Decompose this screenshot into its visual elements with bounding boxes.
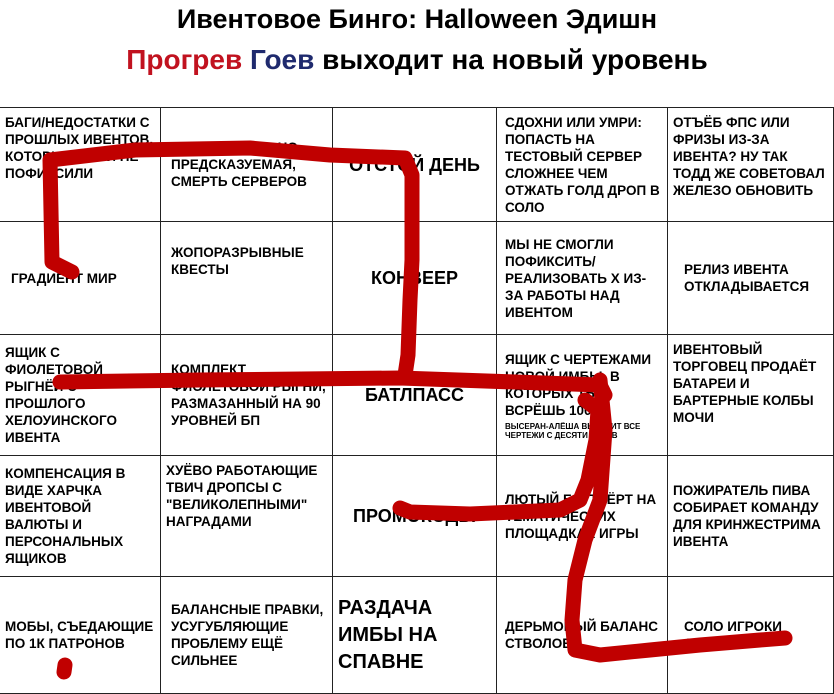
bingo-cell[interactable]: ОТСТОЙ ДЕНЬ: [333, 108, 497, 222]
bingo-cell[interactable]: РАЗДАЧА ИМБЫ НА СПАВНЕ: [333, 577, 497, 694]
bingo-cell[interactable]: ЖОПОРАЗРЫВНЫЕ КВЕСТЫ: [161, 222, 333, 335]
bingo-cell[interactable]: ЛЮТЫЙ БАТТХЁРТ НА ТЕМАТИЧЕСКИХ ПЛОЩАДКАХ ИГРЫ: [497, 456, 668, 577]
page-subtitle: [0, 44, 834, 76]
bingo-board: [0, 107, 834, 694]
cell-text: ЯЩИК С ЧЕРТЕЖАМИ НОВОЙ ИМБЫ, В КОТОРЫХ ТЫ ВСРЁШЬ 100К: [505, 351, 652, 418]
bingo-cell[interactable]: МЫ НЕ СМОГЛИ ПОФИКСИТЬ/РЕАЛИЗОВАТЬ Х ИЗ-ЗА РАБОТЫ НАД ИВЕНТОМ: [497, 222, 668, 335]
bingo-cell[interactable]: ИВЕНТОВЫЙ ТОРГОВЕЦ ПРОДАЁТ БАТАРЕИ И БАРТЕРНЫЕ КОЛБЫ МОЧИ: [668, 335, 834, 456]
bingo-cell[interactable]: ТРАГИЧЕСКАЯ, НО ПРЕДСКАЗУЕМАЯ, СМЕРТЬ СЕРВЕРОВ: [161, 108, 333, 222]
bingo-cell[interactable]: БАТЛПАСС: [333, 335, 497, 456]
bingo-cell[interactable]: БАГИ/НЕДОСТАТКИ С ПРОШЛЫХ ИВЕНТОВ, КОТОРЫЕ ТАК И НЕ ПОФИКСИЛИ: [0, 108, 161, 222]
bingo-cell[interactable]: КОМПЛЕКТ ФИОЛЕТОВОЙ РЫГНИ, РАЗМАЗАННЫЙ НА 90 УРОВНЕЙ БП: [161, 335, 333, 456]
bingo-cell[interactable]: СДОХНИ ИЛИ УМРИ: ПОПАСТЬ НА ТЕСТОВЫЙ СЕРВЕР СЛОЖНЕЕ ЧЕМ ОТЖАТЬ ГОЛД ДРОП В СОЛО: [497, 108, 668, 222]
subtitle-word-red: Прогрев: [126, 44, 243, 75]
subtitle-rest: выходит на новый уровень: [322, 44, 708, 75]
subtitle-word-blue: Гоев: [249, 44, 315, 75]
bingo-cell[interactable]: [497, 335, 668, 456]
bingo-cell[interactable]: СОЛО ИГРОКИ СОСНУТ: [668, 577, 834, 694]
bingo-cell[interactable]: КОНВЕЕР: [333, 222, 497, 335]
bingo-cell[interactable]: ПРОМОКОДЫ: [333, 456, 497, 577]
bingo-cell[interactable]: МОБЫ, СЪЕДАЮЩИЕ ПО 1К ПАТРОНОВ: [0, 577, 161, 694]
bingo-cell[interactable]: ЯЩИК С ФИОЛЕТОВОЙ РЫГНЁЙ С ПРОШЛОГО ХЕЛОУИНСКОГО ИВЕНТА: [0, 335, 161, 456]
bingo-cell[interactable]: ОТЪЁБ ФПС ИЛИ ФРИЗЫ ИЗ-ЗА ИВЕНТА? НУ ТАК ТОДД ЖЕ СОВЕТОВАЛ ЖЕЛЕЗО ОБНОВИТЬ: [668, 108, 834, 222]
bingo-cell[interactable]: ДЕРЬМОВЫЙ БАЛАНС СТВОЛОВ: [497, 577, 668, 694]
bingo-cell[interactable]: РЕЛИЗ ИВЕНТА ОТКЛАДЫВАЕТСЯ: [668, 222, 834, 335]
bingo-cell[interactable]: ХУЁВО РАБОТАЮЩИЕ ТВИЧ ДРОПСЫ С "ВЕЛИКОЛЕПНЫМИ" НАГРАДАМИ: [161, 456, 333, 577]
bingo-cell[interactable]: БАЛАНСНЫЕ ПРАВКИ, УСУГУБЛЯЮЩИЕ ПРОБЛЕМУ ЕЩЁ СИЛЬНЕЕ: [161, 577, 333, 694]
bingo-cell[interactable]: КОМПЕНСАЦИЯ В ВИДЕ ХАРЧКА ИВЕНТОВОЙ ВАЛЮТЫ И ПЕРСОНАЛЬНЫХ ЯЩИКОВ: [0, 456, 161, 577]
cell-footnote: ВЫСЕРАН-АЛЁША ВЫКУПИТ ВСЕ ЧЕРТЕЖИ С ДЕСЯТИ АККОВ: [505, 421, 641, 440]
page-title: Ивентовое Бинго: Halloween Эдишн: [176, 4, 658, 34]
bingo-cell[interactable]: ГРАДИЕНТ МИР: [0, 222, 161, 335]
bingo-cell[interactable]: ПОЖИРАТЕЛЬ ПИВА СОБИРАЕТ КОМАНДУ ДЛЯ КРИНЖЕСТРИМА ИВЕНТА: [668, 456, 834, 577]
